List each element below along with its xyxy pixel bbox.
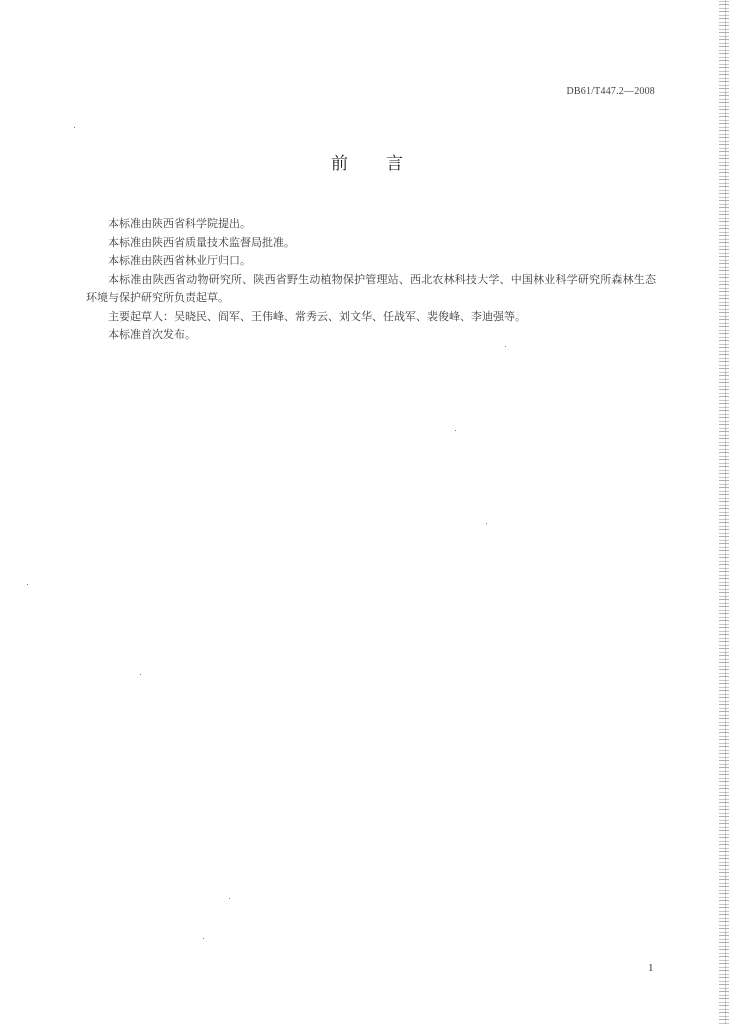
scan-speck (27, 584, 28, 585)
paragraph-drafters: 主要起草人：吴晓民、阎军、王伟峰、常秀云、刘文华、任战军、裴俊峰、李迪强等。 (108, 309, 526, 323)
foreword-body (86, 215, 656, 345)
scan-speck (505, 346, 506, 347)
scan-edge (719, 0, 729, 1024)
scan-speck (140, 674, 141, 675)
scan-speck (74, 127, 75, 128)
paragraph-first-release: 本标准首次发布。 (108, 328, 196, 341)
scan-speck (203, 938, 204, 939)
scan-speck (486, 523, 487, 524)
paragraph-administrator: 本标准由陕西省林业厅归口。 (108, 254, 251, 267)
paragraph-proposer: 本标准由陕西省科学院提出。 (108, 217, 251, 230)
page-number: 1 (648, 962, 654, 974)
paragraph-drafting-units: 本标准由陕西省动物研究所、陕西省野生动植物保护管理站、西北农林科技大学、中国林业科学研究所森林生态环境与保护研究所负责起草。 (86, 272, 656, 304)
scan-speck (455, 430, 456, 431)
scan-speck (229, 898, 230, 899)
document-code: DB61/T447.2—2008 (566, 86, 655, 97)
paragraph-approver: 本标准由陕西省质量技术监督局批准。 (108, 235, 295, 249)
section-title: 前言 (331, 154, 441, 174)
